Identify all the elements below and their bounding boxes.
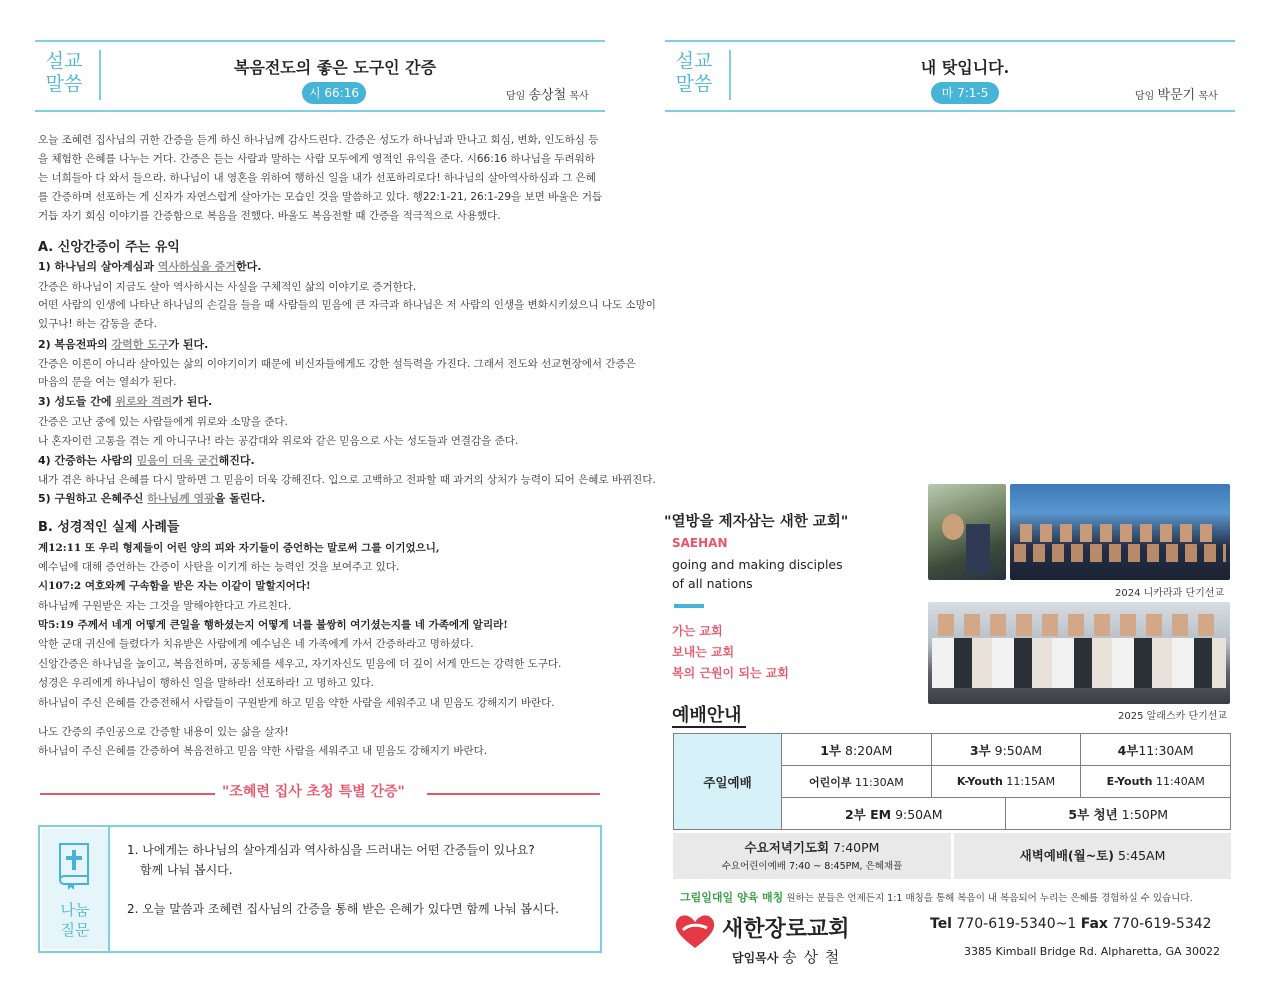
right-top-rule <box>665 40 1235 42</box>
right-pastor: 담임 박문기 목사 <box>1135 88 1218 103</box>
service-3: 3부 9:50AM <box>931 734 1081 766</box>
right-sermon-title: 내 탓입니다. <box>920 58 1010 77</box>
mission-photo-alaska <box>928 602 1230 704</box>
verse-commentary: 신앙간증은 하나님을 높이고, 복음전하며, 공동체를 세우고, 자기자신도 믿음에 더 깊이 서게 만드는 강력한 도구다. <box>38 658 562 670</box>
section-b-heading: B. 성경적인 실제 사례들 <box>38 520 180 535</box>
mission-divider <box>674 604 704 608</box>
question-1: 1. 나에게는 하나님의 살아계심과 역사하심을 드러내는 어떤 간증들이 있나요? <box>127 843 535 857</box>
mission-photo-nicaragua-2 <box>1010 484 1230 580</box>
point-4: 4) 간증하는 사람의 믿음이 더욱 굳건해진다. <box>38 454 255 467</box>
point-2-text: 간증은 이론이 아니라 살아있는 삶의 이야기이기 때문에 비신자들에게도 강한 설득력을 가진다. 그래서 전도와 선교현장에서 간증은 <box>38 358 636 370</box>
caption-alaska: 2025 알래스카 단기선교 <box>1118 711 1228 722</box>
church-motto: "열방을 제자삼는 새한 교회" <box>664 514 849 530</box>
service-5-young-adults: 5부 청년 1:50PM <box>1006 798 1231 830</box>
verse-commentary: 성경은 우리에게 하나님이 행하신 일을 말하라! 선포하라! 고 명하고 있다. <box>38 677 374 689</box>
children-service: 어린이부 11:30AM <box>782 766 932 798</box>
right-tag-divider <box>729 50 731 100</box>
conclusion-text: 나도 간증의 주인공으로 간증할 내용이 있는 삶을 살자! <box>38 726 289 738</box>
service-4: 4부11:30AM <box>1081 734 1231 766</box>
dawn-prayer: 새벽예배(월~토) 5:45AM <box>954 833 1231 879</box>
special-rule-left <box>40 793 215 795</box>
right-sermon-tag: 설교 말씀 <box>675 50 713 95</box>
question-1-cont: 함께 나눠 봅시다. <box>140 863 233 877</box>
point-4-text: 내가 겪은 하나님 은혜를 다시 말하면 그 믿음이 더욱 강해진다. 입으로 고백하고 전파할 때 과거의 상처가 능력이 되어 은혜로 바뀌진다. <box>38 474 656 486</box>
left-top-rule <box>35 40 605 42</box>
discipleship-matching: 그림일대일 양육 매칭 원하는 분들은 언제든지 1:1 매칭을 통해 복음이 내 복음되어 누리는 은혜를 경험하실 수 있습니다. <box>680 891 1193 904</box>
discussion-divider <box>108 827 110 951</box>
service-1: 1부 8:20AM <box>782 734 932 766</box>
left-header-rule <box>35 110 605 112</box>
intro-paragraph: 오늘 조혜련 집사님의 귀한 간증을 듣게 하신 하나님께 감사드린다. 간증은 성도가 하나님과 만나고 회심, 변화, 인도하심 등을 체험한 은혜를 나누는 거다. 간증은 듣는 사람과 말하는 사람 모두에게 영적인 유익을 준다. 시66:16 하나님을 두려워하는 너희들아 다 와서 들으라. 하나님이 내 영혼을 위하여 행하신 일을 내가 선포하리로다! 하나님의 살아역사하심과 그 은혜를 간증하며 선포하는 게 신자가 자연스럽게 살아가는 모습인 것을 말씀하고 있다. 행22:1-21, 26:1-29을 보면 바울은 거듭거듭 자기 회심 이야기를 간증함으로 복음을 전했다. 바울도 복음전할 때 간증을 적극적으로 사용했다. <box>38 134 603 222</box>
church-values: 가는 교회 보내는 교회 복의 근원이 되는 교회 <box>672 624 789 680</box>
conclusion-text: 하나님이 주신 은혜를 간증하여 복음전하고 믿음 약한 사람을 세워주고 내 믿음도 강해지기 바란다. <box>38 745 488 757</box>
church-address: 3385 Kimball Bridge Rd. Alpharetta, GA 30022 <box>964 945 1221 958</box>
wednesday-prayer: 수요저녁기도회 7:40PM 수요어린이예배 7:40 ~ 8:45PM, 은혜채플 <box>673 833 951 879</box>
discussion-tag: 나눔 질문 <box>60 901 90 939</box>
saehan-label: SAEHAN <box>672 536 728 550</box>
caption-nicaragua: 2024 니카라과 단기선교 <box>1115 588 1225 599</box>
contact-phone-fax: Tel 770-619-5340~1 Fax 770-619-5342 <box>930 916 1212 932</box>
point-3-text: 간증은 고난 중에 있는 사람들에게 위로와 소망을 준다. <box>38 416 288 428</box>
left-sermon-title: 복음전도의 좋은 도구인 간증 <box>233 58 437 77</box>
left-tag-divider <box>99 50 101 100</box>
worship-guide-title: 예배안내 <box>672 705 742 726</box>
right-header-rule <box>665 110 1235 112</box>
bible-verse: 막5:19 주께서 네게 어떻게 큰일을 행하셨는지 어떻게 너를 불쌍히 여기셨는지를 네 가족에게 알리라! <box>38 619 508 631</box>
right-scripture-badge: 마 7:1-5 <box>931 82 999 104</box>
left-pastor: 담임 송상철 목사 <box>506 88 589 103</box>
special-testimony-title: "조혜련 집사 초청 특별 간증" <box>222 784 405 800</box>
bible-verse: 시107:2 여호와께 구속함을 받은 자는 이같이 말할지어다! <box>38 580 311 592</box>
section-a-heading: A. 신앙간증이 주는 유익 <box>38 240 180 255</box>
verse-commentary: 하나님이 주신 은혜를 간증전해서 사람들이 구원받게 하고 믿음 약한 사람을 세워주고 내 믿음도 강해지기 바란다. <box>38 697 555 709</box>
bible-icon <box>54 840 96 892</box>
point-1-text: 간증은 하나님이 지금도 살아 역사하시는 사실을 구체적인 삶의 이야기로 증거한다. <box>38 281 417 293</box>
sunday-worship-cell: 주일예배 <box>674 734 782 830</box>
special-rule-right <box>427 793 600 795</box>
point-5: 5) 구원하고 은혜주신 하나님께 영광을 돌린다. <box>38 492 266 505</box>
worship-schedule-table <box>673 733 1231 830</box>
point-3: 3) 성도들 간에 위로와 격려가 된다. <box>38 395 213 408</box>
church-name: 새한장로교회 <box>722 917 850 942</box>
mission-english: going and making disciples of all nations <box>672 557 843 591</box>
point-1-text: 어떤 사람의 인생에 나타난 하나님의 손길을 들을 때 사람들의 믿음에 큰 자극과 하나님은 저 사람의 인생을 변화시키셨으니 나도 소망이 <box>38 299 656 311</box>
point-2: 2) 복음전파의 강력한 도구가 된다. <box>38 338 209 351</box>
bible-verse: 계12:11 또 우리 형제들이 어린 양의 피와 자기들이 증언하는 말로써 그를 이기었으니, <box>38 542 440 554</box>
point-1-text: 있구나! 하는 감동을 준다. <box>38 318 157 330</box>
worship-title-underline <box>672 726 746 728</box>
point-3-text: 나 혼자이런 고통을 겪는 게 아니구나! 라는 공감대와 위로와 같은 믿음으로 사는 성도들과 연결감을 준다. <box>38 435 519 447</box>
e-youth-service: E-Youth 11:40AM <box>1081 766 1231 798</box>
verse-commentary: 악한 군대 귀신에 들렸다가 치유받은 사람에게 예수님은 네 가족에게 가서 간증하라고 명하셨다. <box>38 638 474 650</box>
question-2: 2. 오늘 말씀과 조혜련 집사님의 간증을 통해 받은 은혜가 있다면 함께 나눠 봅시다. <box>127 902 559 916</box>
k-youth-service: K-Youth 11:15AM <box>931 766 1081 798</box>
service-2-em: 2부 EM 9:50AM <box>782 798 1006 830</box>
left-scripture-badge: 시 66:16 <box>302 82 366 104</box>
verse-commentary: 하나님께 구원받은 자는 그것을 말해야한다고 가르친다. <box>38 600 292 612</box>
point-1: 1) 하나님의 살아계심과 역사하심을 증거한다. <box>38 260 262 273</box>
senior-pastor: 담임목사 송 상 철 <box>732 948 841 966</box>
mission-photo-nicaragua-1 <box>928 484 1006 580</box>
church-logo-icon <box>673 912 717 950</box>
point-2-text: 마음의 문을 여는 열쇠가 된다. <box>38 376 177 388</box>
left-sermon-tag: 설교 말씀 <box>45 50 83 95</box>
verse-commentary: 예수님에 대해 증언하는 간증이 사탄을 이기게 하는 능력인 것을 보여주고 있다. <box>38 561 400 573</box>
